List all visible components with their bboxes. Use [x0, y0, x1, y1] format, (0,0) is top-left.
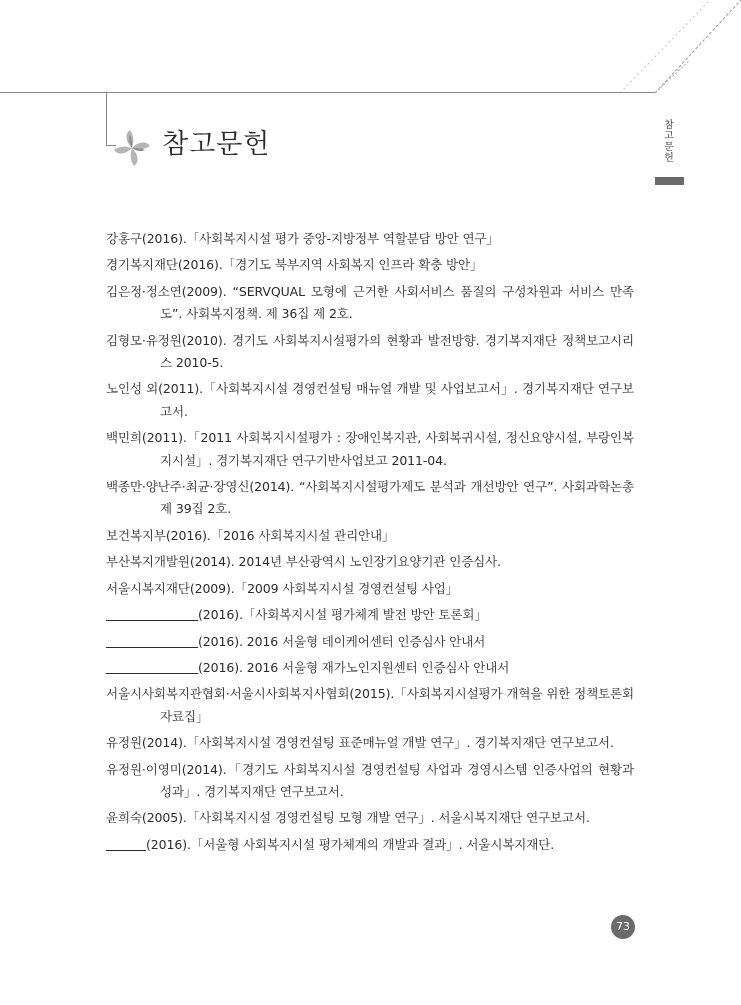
author-repeat-blank: [106, 836, 146, 851]
author-repeat-blank: [106, 633, 198, 648]
author-repeat-blank: [106, 606, 198, 621]
page-title: 참고문헌: [162, 129, 271, 160]
reference-item: 노인성 외(2011).「사회복지시설 경영컨설팅 매뉴얼 개발 및 사업보고서」. 경기복지재단 연구보고서.: [106, 381, 634, 419]
title-bracket-vertical: [106, 93, 107, 145]
reference-item: (2016). 2016 서울형 재가노인지원센터 인증심사 안내서: [106, 657, 634, 679]
four-petal-leaf-icon: [112, 128, 152, 168]
reference-item: 윤희숙(2005).「사회복지시설 경영컨설팅 모형 개발 연구」. 서울시복지재단 연구보고서.: [106, 810, 590, 826]
author-repeat-blank: [106, 659, 198, 674]
reference-item: 서울시복지재단(2009).「2009 사회복지시설 경영컨설팅 사업」: [106, 580, 459, 596]
page-number-badge: 73: [611, 915, 635, 939]
reference-item: 서울시사회복지관협회·서울시사회복지사협회(2015).「사회복지시설평가 개혁을 위한 정책토론회 자료집」: [106, 686, 634, 724]
reference-item: 보건복지부(2016).「2016 사회복지시설 관리안내」: [106, 527, 395, 543]
reference-item: 유정원·이영미(2014).「경기도 사회복지시설 경영컨설팅 사업과 경영시스템 인증사업의 현황과 성과」. 경기복지재단 연구보고서.: [106, 761, 634, 799]
side-tab-label: 참고문헌: [664, 120, 674, 164]
reference-item: 백종만·양난주·최균·장영신(2014). “사회복지시설평가제도 분석과 개선방안 연구”. 사회과학논총 제 39집 2호.: [106, 479, 634, 517]
corner-decoration: [0, 0, 741, 200]
reference-item: (2016).「사회복지시설 평가체계 발전 방안 토론회」: [106, 604, 634, 626]
header-rule: [0, 92, 655, 93]
reference-item: 경기복지재단(2016).「경기도 북부지역 사회복지 인프라 확충 방안」: [106, 257, 483, 273]
reference-item: 강홍구(2016).「사회복지시설 평가 중앙-지방정부 역할분담 방안 연구」: [106, 231, 499, 246]
reference-item: (2016). 2016 서울형 데이케어센터 인증심사 안내서: [106, 631, 634, 653]
reference-list: [106, 228, 634, 860]
reference-item: 부산복지개발원(2014). 2014년 부산광역시 노인장기요양기관 인증심사.: [106, 554, 501, 570]
reference-item: 유정원(2014).「사회복지시설 경영컨설팅 표준매뉴얼 개발 연구」. 경기복지재단 연구보고서.: [106, 735, 614, 751]
reference-item: 김은정·정소연(2009). “SERVQUAL 모형에 근거한 사회서비스 품질의 구성차원과 서비스 만족도”. 사회복지정책. 제 36집 제 2호.: [106, 283, 634, 322]
reference-item: 김형모·유정원(2010). 경기도 사회복지시설평가의 현황과 발전방향. 경기복지재단 정책보고시리스 2010-5.: [106, 332, 634, 371]
reference-item: (2016).「서울형 사회복지시설 평가체계의 개발과 결과」. 서울시복지재단.: [106, 834, 634, 856]
side-tab-bar: [655, 177, 684, 185]
reference-item: 백민희(2011).「2011 사회복지시설평가 : 장애인복지관, 사회복귀시설, 정신요양시설, 부랑인복지시설」. 경기복지재단 연구기반사업보고 2011-04.: [106, 430, 634, 468]
